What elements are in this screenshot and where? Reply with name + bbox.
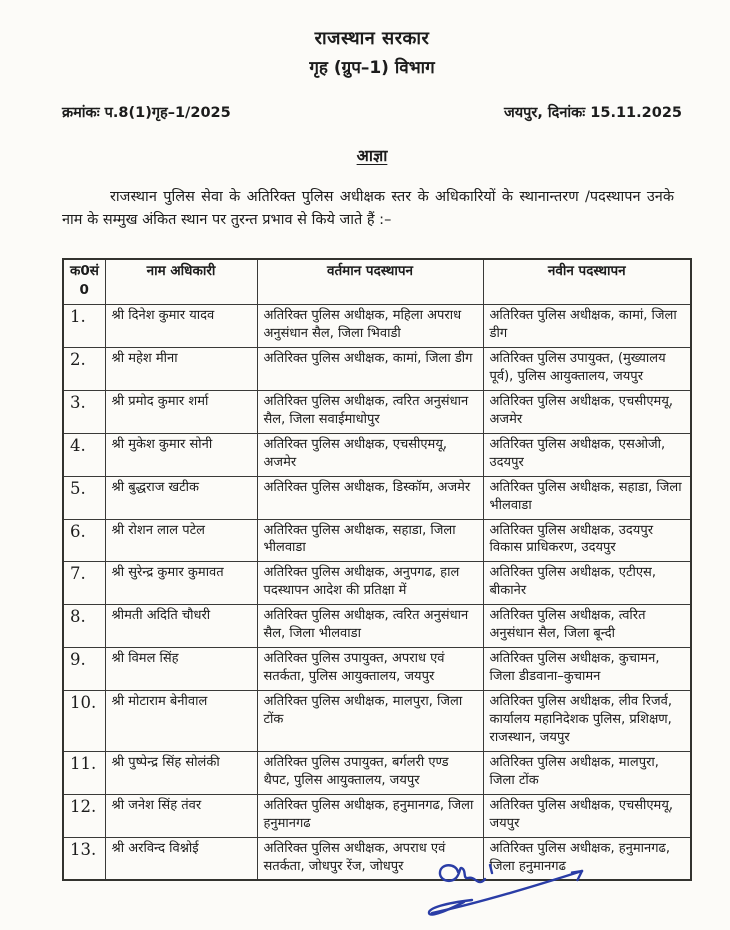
serial-cell: 2. (63, 348, 105, 391)
officer-name-cell: श्री प्रमोद कुमार शर्मा (105, 390, 257, 433)
serial-cell: 7. (63, 562, 105, 605)
table-row (63, 305, 691, 348)
department-title: गृह (ग्रुप–1) विभाग (309, 58, 435, 78)
new-posting-cell: अतिरिक्त पुलिस अधीक्षक, हनुमानगढ, जिला हनुमानगढ (483, 837, 691, 880)
government-title: राजस्थान सरकार (314, 28, 430, 49)
officer-name-cell: श्री अरविन्द विश्नोई (105, 837, 257, 880)
officer-name-cell: श्रीमती अदिति चौधरी (105, 605, 257, 648)
header-new-posting: नवीन पदस्थापन (483, 259, 691, 304)
current-posting-cell: अतिरिक्त पुलिस अधीक्षक, त्वरित अनुसंधान सैल, जिला सवाईमाधोपुर (257, 390, 483, 433)
serial-cell: 3. (63, 390, 105, 433)
current-posting-cell: अतिरिक्त पुलिस अधीक्षक, अनुपगढ, हाल पदस्थापन आदेश की प्रतिक्षा में (257, 562, 483, 605)
reference-row (62, 102, 682, 122)
transfer-table (62, 258, 692, 881)
table-header-row (63, 259, 691, 304)
table-row (63, 519, 691, 562)
current-posting-cell: अतिरिक्त पुलिस उपायुक्त, बर्गलरी एण्ड थैपट, पुलिस आयुक्तालय, जयपुर (257, 751, 483, 794)
officer-name-cell: श्री मोटाराम बेनीवाल (105, 691, 257, 752)
new-posting-cell: अतिरिक्त पुलिस अधीक्षक, सहाडा, जिला भीलवाडा (483, 476, 691, 519)
intro-paragraph: राजस्थान पुलिस सेवा के अतिरिक्त पुलिस अधीक्षक स्तर के अधिकारियों के स्थानान्तरण /पदस्थापन उनके नाम के सम्मुख अंकित स्थान पर तुरन्त प्रभाव से किये जाते हैं :– (62, 189, 674, 229)
new-posting-cell: अतिरिक्त पुलिस अधीक्षक, एटीएस, बीकानेर (483, 562, 691, 605)
table-row (63, 751, 691, 794)
new-posting-cell: अतिरिक्त पुलिस अधीक्षक, एसओजी, उदयपुर (483, 433, 691, 476)
serial-cell: 8. (63, 605, 105, 648)
header-serial: क0सं 0 (63, 259, 105, 304)
new-posting-cell: अतिरिक्त पुलिस उपायुक्त, (मुख्यालय पूर्व), पुलिस आयुक्तालय, जयपुर (483, 348, 691, 391)
table-row (63, 648, 691, 691)
officer-name-cell: श्री बुद्धराज खटीक (105, 476, 257, 519)
signature (420, 858, 605, 922)
table-row (63, 691, 691, 752)
table-row (63, 476, 691, 519)
serial-cell: 10. (63, 691, 105, 752)
signature-scribble-icon (420, 858, 605, 922)
serial-cell: 1. (63, 305, 105, 348)
new-posting-cell: अतिरिक्त पुलिस अधीक्षक, कामां, जिला डीग (483, 305, 691, 348)
officer-name-cell: श्री सुरेन्द्र कुमार कुमावत (105, 562, 257, 605)
table-row (63, 605, 691, 648)
new-posting-cell: अतिरिक्त पुलिस अधीक्षक, कुचामन, जिला डीडवाना–कुचामन (483, 648, 691, 691)
current-posting-cell: अतिरिक्त पुलिस अधीक्षक, कामां, जिला डीग (257, 348, 483, 391)
new-posting-cell: अतिरिक्त पुलिस अधीक्षक, उदयपुर विकास प्राधिकरण, उदयपुर (483, 519, 691, 562)
table-row (63, 794, 691, 837)
new-posting-cell: अतिरिक्त पुलिस अधीक्षक, मालपुरा, जिला टोंक (483, 751, 691, 794)
officer-name-cell: श्री मुकेश कुमार सोनी (105, 433, 257, 476)
officer-name-cell: श्री रोशन लाल पटेल (105, 519, 257, 562)
serial-cell: 5. (63, 476, 105, 519)
new-posting-cell: अतिरिक्त पुलिस अधीक्षक, लीव रिजर्व, कार्यालय महानिदेशक पुलिस, प्रशिक्षण, राजस्थान, जयपुर (483, 691, 691, 752)
officer-name-cell: श्री जनेश सिंह तंवर (105, 794, 257, 837)
order-heading: आज्ञा (356, 146, 388, 165)
reference-number: क्रमांकः प.8(1)गृह–1/2025 (62, 105, 231, 121)
table-row (63, 390, 691, 433)
serial-cell: 12. (63, 794, 105, 837)
serial-cell: 9. (63, 648, 105, 691)
new-posting-cell: अतिरिक्त पुलिस अधीक्षक, एचसीएमयू, जयपुर (483, 794, 691, 837)
table-row (63, 433, 691, 476)
current-posting-cell: अतिरिक्त पुलिस अधीक्षक, महिला अपराध अनुसंधान सैल, जिला भिवाडी (257, 305, 483, 348)
serial-cell: 6. (63, 519, 105, 562)
serial-cell: 11. (63, 751, 105, 794)
officer-name-cell: श्री विमल सिंह (105, 648, 257, 691)
header-current-posting: वर्तमान पदस्थापन (257, 259, 483, 304)
current-posting-cell: अतिरिक्त पुलिस अधीक्षक, हनुमानगढ, जिला हनुमानगढ (257, 794, 483, 837)
current-posting-cell: अतिरिक्त पुलिस अधीक्षक, डिस्कॉम, अजमेर (257, 476, 483, 519)
current-posting-cell: अतिरिक्त पुलिस अधीक्षक, अपराध एवं सतर्कता, जोधपुर रेंज, जोधपुर (257, 837, 483, 880)
new-posting-cell: अतिरिक्त पुलिस अधीक्षक, त्वरित अनुसंधान सैल, जिला बून्दी (483, 605, 691, 648)
table-row (63, 348, 691, 391)
serial-cell: 13. (63, 837, 105, 880)
officer-name-cell: श्री महेश मीना (105, 348, 257, 391)
current-posting-cell: अतिरिक्त पुलिस अधीक्षक, त्वरित अनुसंधान सैल, जिला भीलवाडा (257, 605, 483, 648)
new-posting-cell: अतिरिक्त पुलिस अधीक्षक, एचसीएमयू, अजमेर (483, 390, 691, 433)
table-row (63, 562, 691, 605)
current-posting-cell: अतिरिक्त पुलिस अधीक्षक, सहाडा, जिला भीलवाडा (257, 519, 483, 562)
officer-name-cell: श्री पुष्पेन्द्र सिंह सोलंकी (105, 751, 257, 794)
place-date: जयपुर, दिनांकः 15.11.2025 (504, 105, 682, 121)
serial-cell: 4. (63, 433, 105, 476)
header-officer-name: नाम अधिकारी (105, 259, 257, 304)
current-posting-cell: अतिरिक्त पुलिस उपायुक्त, अपराध एवं सतर्कता, पुलिस आयुक्तालय, जयपुर (257, 648, 483, 691)
current-posting-cell: अतिरिक्त पुलिस अधीक्षक, एचसीएमयू, अजमेर (257, 433, 483, 476)
current-posting-cell: अतिरिक्त पुलिस अधीक्षक, मालपुरा, जिला टोंक (257, 691, 483, 752)
officer-name-cell: श्री दिनेश कुमार यादव (105, 305, 257, 348)
